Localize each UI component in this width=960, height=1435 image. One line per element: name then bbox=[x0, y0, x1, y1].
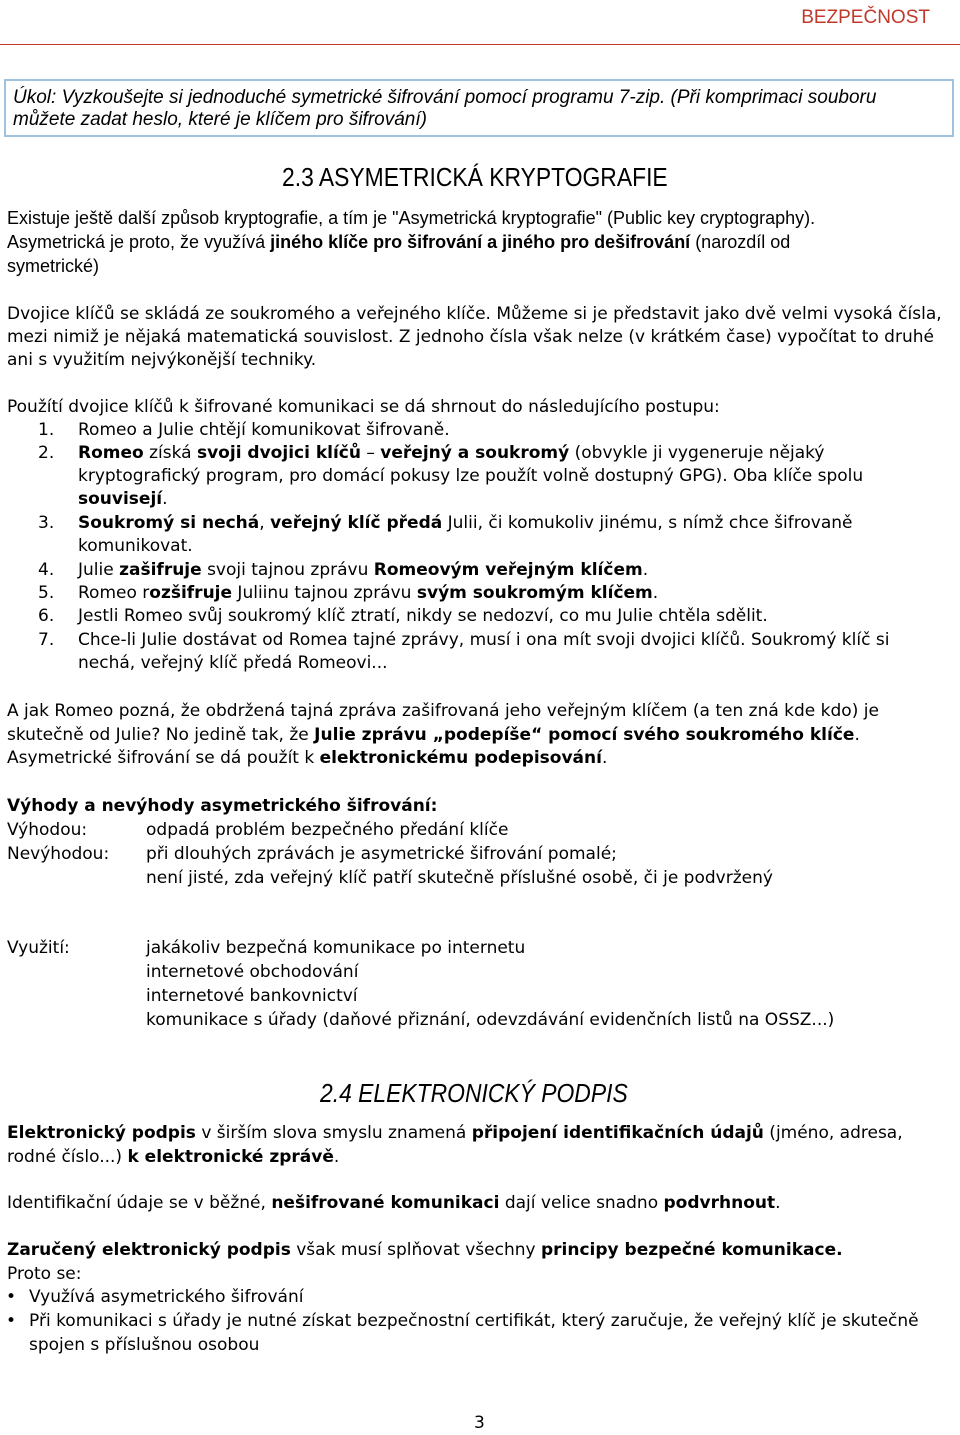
bullet-icon: • bbox=[6, 1311, 17, 1331]
paragraph-line bbox=[7, 231, 790, 254]
step-number: 2. bbox=[38, 443, 55, 463]
bold-span: veřejný a soukromý bbox=[380, 443, 570, 463]
paragraph-line: Dvojice klíčů se skládá ze soukromého a veřejného klíče. Můžeme si je představit jako dvě velmi vysoká čísla, bbox=[7, 304, 942, 324]
text-span: , bbox=[259, 513, 271, 533]
bold-span: veřejný klíč předá bbox=[270, 513, 443, 533]
text-span: . bbox=[162, 489, 168, 509]
step-text bbox=[78, 559, 648, 582]
bold-span: nešifrované komunikaci bbox=[271, 1193, 500, 1213]
section-heading-2-3: 2.3 ASYMETRICKÁ KRYPTOGRAFIE bbox=[282, 162, 668, 192]
step-text bbox=[78, 582, 658, 605]
text-span: dají velice snadno bbox=[499, 1193, 664, 1213]
paragraph-line bbox=[7, 1122, 903, 1145]
bullet-item: Při komunikaci s úřady je nutné získat bezpečnostní certifikát, který zaručuje, že veřejný klíč je skutečně bbox=[29, 1311, 919, 1331]
bold-span: Zaručený elektronický podpis bbox=[7, 1240, 291, 1260]
paragraph-line bbox=[7, 1239, 843, 1262]
text-span: (jméno, adresa, bbox=[763, 1123, 903, 1143]
use-item: jakákoliv bezpečná komunikace po internetu bbox=[146, 938, 526, 958]
step-text bbox=[78, 442, 824, 465]
page-number: 3 bbox=[474, 1413, 485, 1433]
task-line-1: Úkol: Vyzkoušejte si jednoduché symetrické šifrování pomocí programu 7-zip. (Při komprimaci souboru bbox=[13, 87, 877, 108]
text-span: . bbox=[775, 1193, 781, 1213]
text-span: (obvykle ji vygeneruje nějaký bbox=[569, 443, 825, 463]
task-box bbox=[4, 79, 954, 137]
step-number: 3. bbox=[38, 513, 55, 533]
step-number: 6. bbox=[38, 606, 55, 626]
step-text bbox=[78, 512, 852, 535]
paragraph-line bbox=[7, 747, 607, 770]
text-span: . bbox=[601, 748, 608, 768]
paragraph-line: mezi nimiž je nějaká matematická souvislost. Z jednoho čísla však nelze (v krátkém čase) vypočítat to druhé bbox=[7, 327, 934, 347]
bullet-item: Využívá asymetrického šifrování bbox=[29, 1287, 304, 1307]
bold-span: jiného klíče pro šifrování a jiného pro dešifrování bbox=[270, 232, 691, 252]
bold-span: Romeo bbox=[78, 443, 144, 463]
paragraph-line: symetrické) bbox=[7, 256, 100, 276]
cons-text: není jisté, zda veřejný klíč patří skutečně příslušné osobě, či je podvržený bbox=[146, 868, 773, 888]
step-text: Jestli Romeo svůj soukromý klíč ztratí, nikdy se nedozví, co mu Julie chtěla sdělit. bbox=[78, 606, 768, 626]
step-number: 4. bbox=[38, 560, 55, 580]
text-span: skutečně od Julie? No jedině tak, že bbox=[7, 725, 315, 745]
text-span: . bbox=[652, 583, 659, 603]
task-line-2: můžete zadat heslo, které je klíčem pro šifrování) bbox=[13, 109, 427, 130]
text-span: Asymetrické šifrování se dá použít k bbox=[7, 748, 320, 768]
text-span: . bbox=[642, 560, 649, 580]
bullet-icon: • bbox=[6, 1287, 17, 1307]
bold-span: svým soukromým klíčem bbox=[416, 583, 653, 603]
bold-span: principy bezpečné komunikace. bbox=[540, 1240, 843, 1260]
use-label: Využití: bbox=[7, 938, 70, 958]
bold-span: ozšifruje bbox=[149, 583, 233, 603]
use-item: internetové bankovnictví bbox=[146, 986, 358, 1006]
paragraph-line: Proto se: bbox=[7, 1264, 82, 1284]
step-text: Romeo a Julie chtějí komunikovat šifrovaně. bbox=[78, 420, 450, 440]
text-span: Asymetrická je proto, že využívá bbox=[7, 232, 271, 252]
step-number: 7. bbox=[38, 630, 55, 650]
step-text bbox=[78, 488, 168, 511]
bold-span: připojení identifikačních údajů bbox=[471, 1123, 764, 1143]
text-span: . bbox=[333, 1147, 340, 1167]
header-title: BEZPEČNOST bbox=[801, 7, 930, 28]
header-divider bbox=[0, 44, 960, 45]
use-item: komunikace s úřady (daňové přiznání, odevzdávání evidenčních listů na OSSZ...) bbox=[146, 1010, 835, 1030]
bold-span: podvrhnout bbox=[663, 1193, 776, 1213]
pros-text: odpadá problém bezpečného předání klíče bbox=[146, 820, 509, 840]
text-span: Romeo r bbox=[78, 583, 150, 603]
text-span: Identifikační údaje se v běžné, bbox=[7, 1193, 272, 1213]
bold-span: souvisejí bbox=[78, 489, 163, 509]
paragraph-line: A jak Romeo pozná, že obdržená tajná zpráva zašifrovaná jeho veřejným klíčem (a ten zná kde kdo) je bbox=[7, 701, 879, 721]
bold-span: Soukromý si nechá bbox=[78, 513, 260, 533]
pros-cons-heading: Výhody a nevýhody asymetrického šifrování: bbox=[7, 796, 438, 816]
text-span: Juliinu tajnou zprávu bbox=[232, 583, 417, 603]
use-item: internetové obchodování bbox=[146, 962, 359, 982]
paragraph-line bbox=[7, 724, 860, 747]
text-span: – bbox=[360, 443, 381, 463]
step-text: nechá, veřejný klíč předá Romeovi... bbox=[78, 653, 388, 673]
cons-label: Nevýhodou: bbox=[7, 844, 110, 864]
bold-span: Romeovým veřejným klíčem bbox=[373, 560, 643, 580]
step-number: 1. bbox=[38, 420, 55, 440]
bold-span: svoji dvojici klíčů bbox=[196, 443, 361, 463]
text-span: získá bbox=[143, 443, 197, 463]
text-span: však musí splňovat všechny bbox=[290, 1240, 541, 1260]
cons-text: při dlouhých zprávách je asymetrické šifrování pomalé; bbox=[146, 844, 617, 864]
text-span: . bbox=[854, 725, 860, 745]
text-span: v širším slova smyslu znamená bbox=[195, 1123, 472, 1143]
bold-span: zašifruje bbox=[119, 560, 202, 580]
paragraph-line: Existuje ještě další způsob kryptografie, a tím je "Asymetrická kryptografie" (Public key cryptography). bbox=[7, 208, 816, 228]
paragraph-line: ani s využitím nejvýkonější techniky. bbox=[7, 350, 317, 370]
text-span: svoji tajnou zprávu bbox=[201, 560, 374, 580]
pros-label: Výhodou: bbox=[7, 820, 88, 840]
text-span: Julii, či komukoliv jinému, s nímž chce šifrovaně bbox=[442, 513, 853, 533]
paragraph-line bbox=[7, 1192, 781, 1215]
step-text: Chce-li Julie dostávat od Romea tajné zprávy, musí i ona mít svoji dvojici klíčů. Soukromý klíč si bbox=[78, 630, 890, 650]
step-text: komunikovat. bbox=[78, 536, 193, 556]
bullet-item: spojen s příslušnou osobou bbox=[29, 1335, 260, 1355]
list-intro: Použítí dvojice klíčů k šifrované komunikaci se dá shrnout do následujícího postupu: bbox=[7, 397, 720, 417]
bold-span: k elektronické zprávě bbox=[127, 1147, 334, 1167]
text-span: rodné číslo...) bbox=[7, 1147, 128, 1167]
text-span: (narozdíl od bbox=[690, 232, 791, 252]
paragraph-line bbox=[7, 1146, 339, 1169]
step-number: 5. bbox=[38, 583, 55, 603]
bold-span: Julie zprávu „podepíše“ pomocí svého soukromého klíče bbox=[314, 725, 855, 745]
bold-span: elektronickému podepisování bbox=[319, 748, 602, 768]
section-heading-2-4: 2.4 ELEKTRONICKÝ PODPIS bbox=[320, 1078, 628, 1108]
text-span: Julie bbox=[78, 560, 120, 580]
step-text: kryptografický program, pro domácí pokusy lze použít volně dostupný GPG). Oba klíče spolu bbox=[78, 466, 864, 486]
bold-span: Elektronický podpis bbox=[7, 1123, 196, 1143]
